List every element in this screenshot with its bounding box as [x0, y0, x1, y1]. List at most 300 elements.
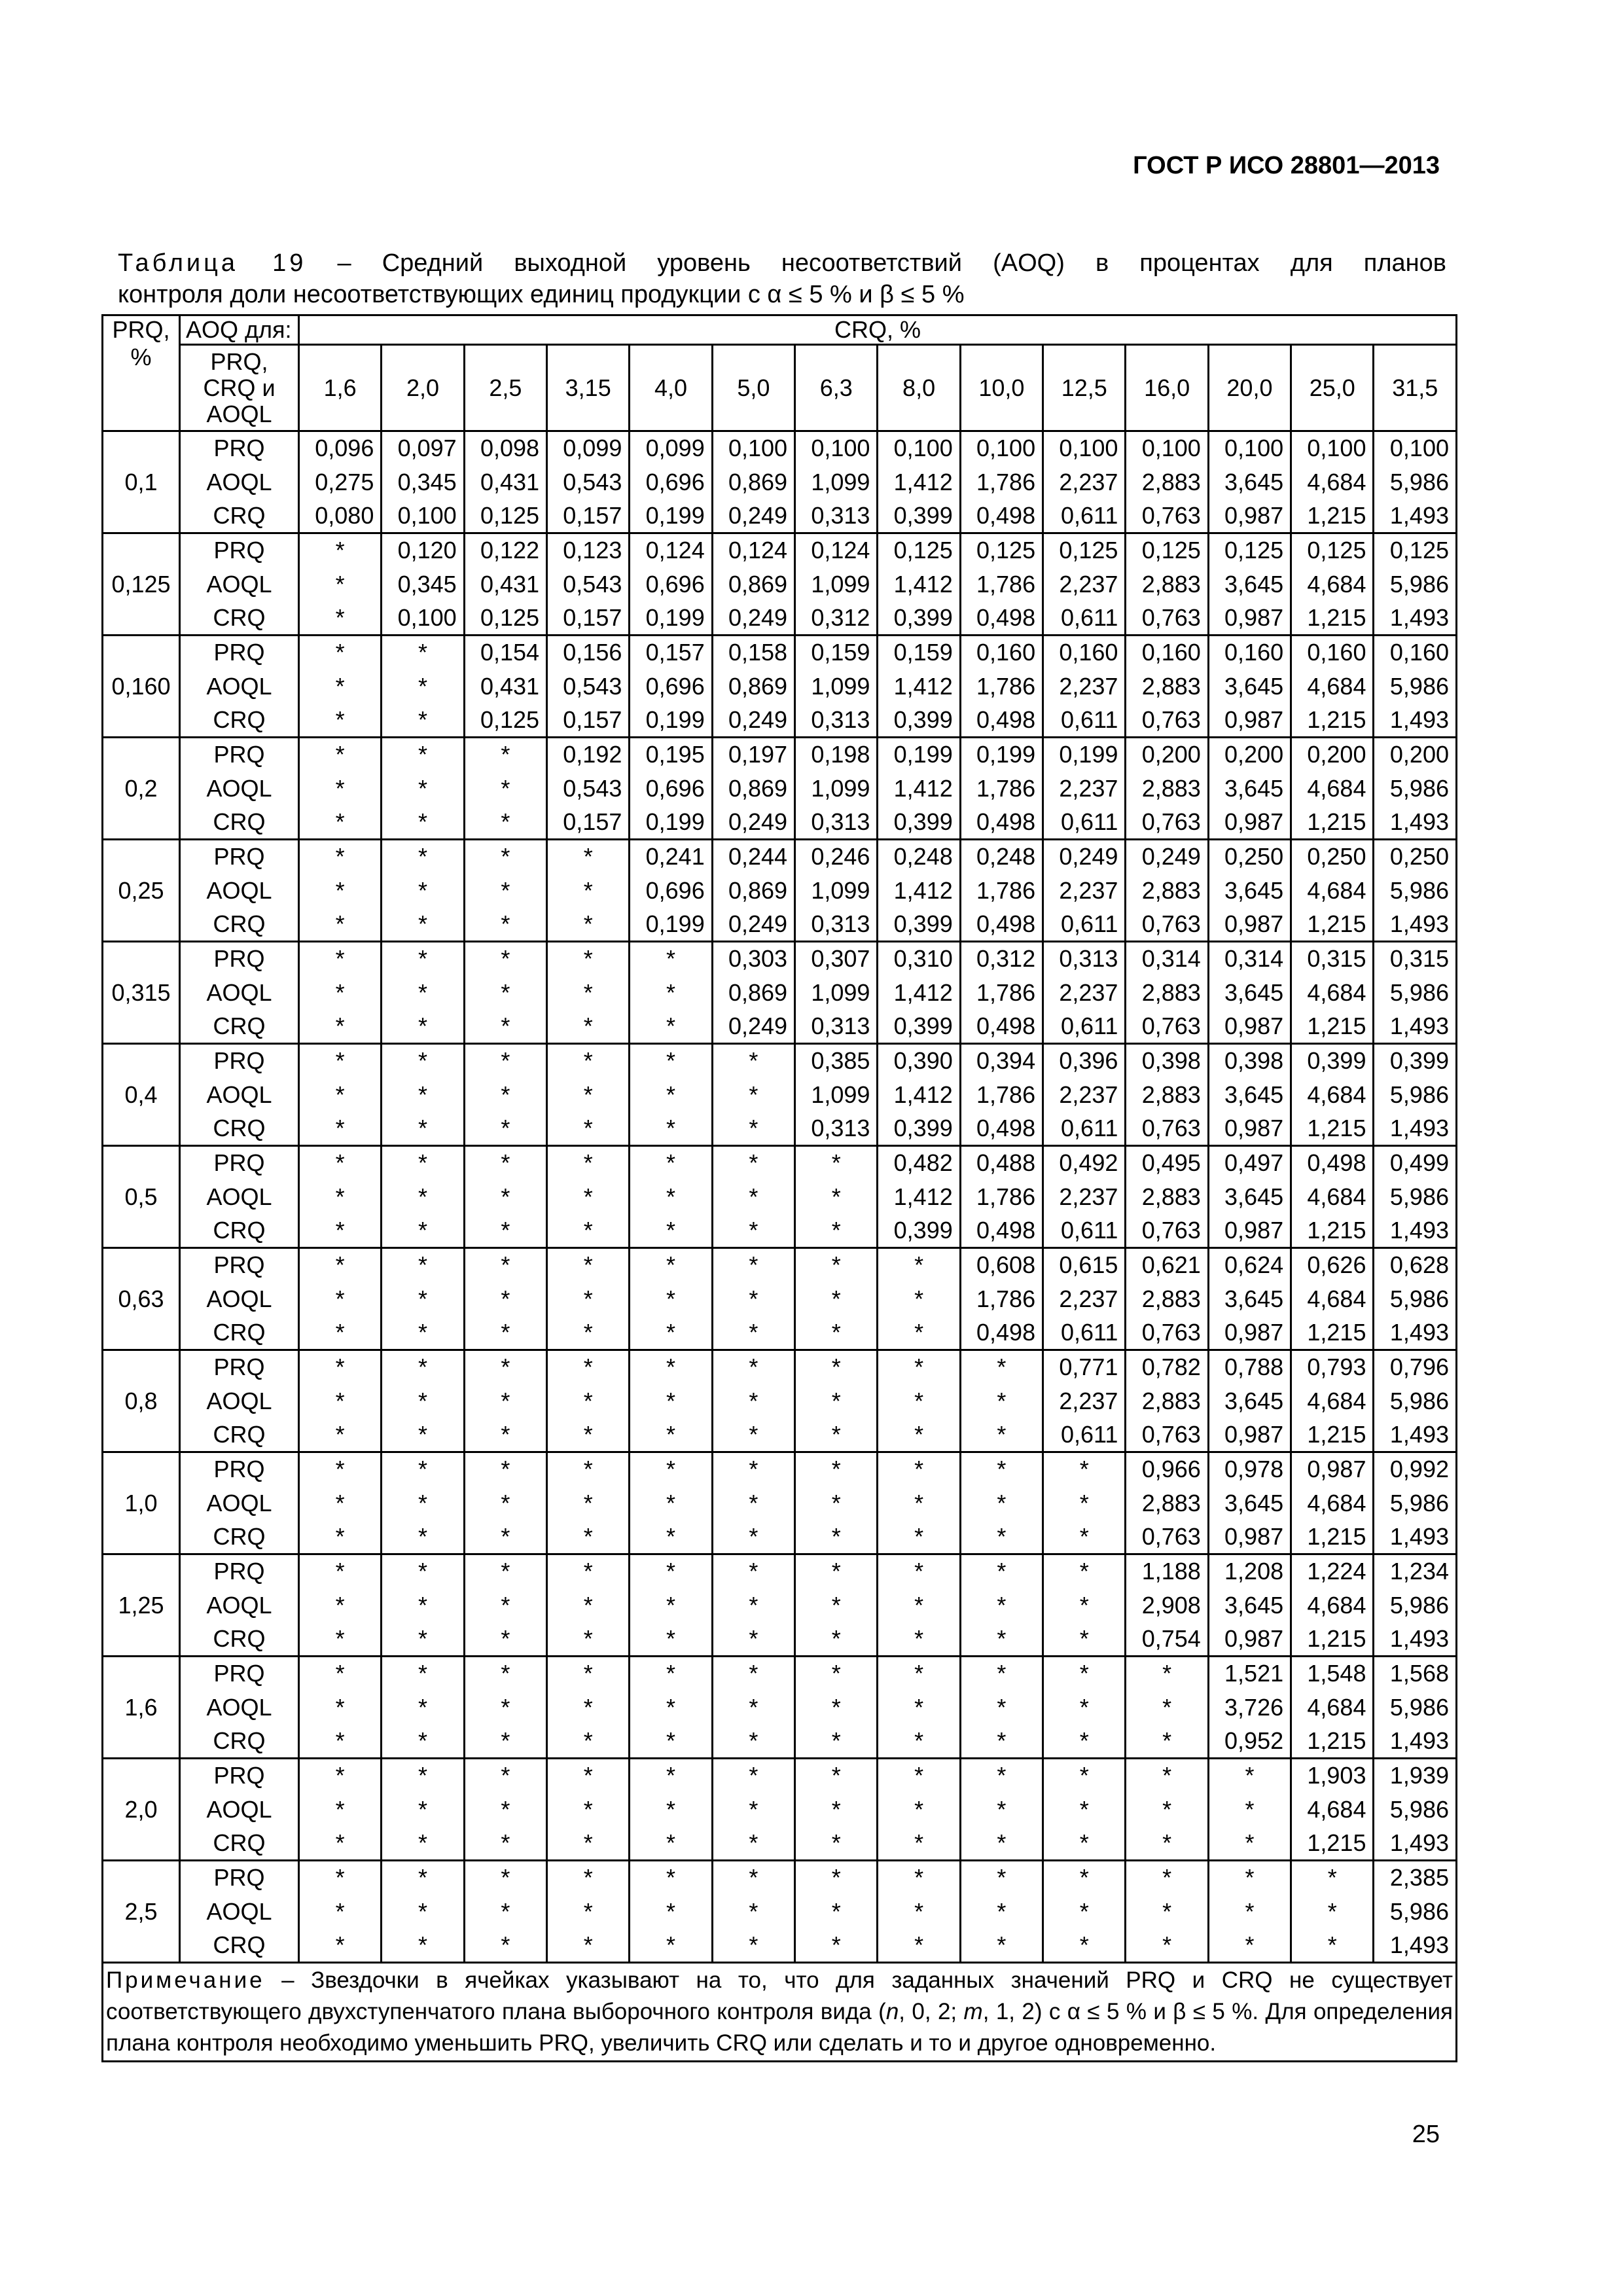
- table-cell: *: [547, 1418, 630, 1452]
- header-row-types: PRQ, CRQ и AOQL: [180, 345, 299, 431]
- table-cell: 0,987: [1208, 908, 1291, 942]
- table-cell: *: [547, 1350, 630, 1384]
- table-cell: 0,992: [1374, 1452, 1457, 1486]
- table-cell: *: [795, 1793, 878, 1827]
- table-cell: *: [299, 1657, 382, 1691]
- table-cell: *: [795, 1657, 878, 1691]
- table-cell: 2,385: [1374, 1861, 1457, 1895]
- table-cell: 0,987: [1208, 1214, 1291, 1248]
- table-cell: *: [547, 1146, 630, 1180]
- table-cell: 1,215: [1291, 1520, 1374, 1554]
- table-cell: *: [1126, 1827, 1208, 1861]
- table-row: [103, 942, 1457, 976]
- table-cell: *: [712, 1554, 794, 1588]
- table-cell: *: [382, 908, 464, 942]
- table-cell: *: [1043, 1486, 1126, 1520]
- table-cell: 0,696: [630, 874, 712, 908]
- table-cell: *: [299, 1554, 382, 1588]
- table-cell: *: [464, 738, 546, 772]
- table-cell: 1,215: [1291, 601, 1374, 636]
- prq-value: 0,315: [103, 942, 180, 1044]
- table-cell: 1,493: [1374, 1827, 1457, 1861]
- table-cell: *: [795, 1520, 878, 1554]
- table-cell: 0,096: [299, 431, 382, 465]
- table-cell: *: [299, 1214, 382, 1248]
- table-cell: 1,786: [960, 1180, 1043, 1214]
- row-type-label: CRQ: [180, 1520, 299, 1554]
- table-cell: *: [630, 1452, 712, 1486]
- table-cell: 5,986: [1374, 874, 1457, 908]
- table-cell: *: [795, 1759, 878, 1793]
- table-cell: 0,611: [1043, 704, 1126, 738]
- table-cell: *: [382, 1146, 464, 1180]
- table-cell: *: [299, 567, 382, 601]
- table-cell: *: [547, 1759, 630, 1793]
- table-cell: *: [1126, 1657, 1208, 1691]
- table-cell: 0,080: [299, 499, 382, 533]
- table-cell: 0,390: [878, 1044, 960, 1078]
- table-cell: 0,543: [547, 772, 630, 806]
- table-cell: 1,412: [878, 874, 960, 908]
- table-cell: 0,987: [1208, 1418, 1291, 1452]
- table-cell: 5,986: [1374, 1588, 1457, 1623]
- table-cell: *: [382, 1691, 464, 1725]
- table-cell: *: [464, 1623, 546, 1657]
- table-cell: *: [382, 1588, 464, 1623]
- table-cell: 0,608: [960, 1248, 1043, 1282]
- note-text-3: , 1, 2) с α ≤ 5 % и β ≤ 5 %. Для определения плана контроля необходимо уменьшить PRQ, увеличить CRQ или сделать и то и другое одновременно.: [106, 1999, 1453, 2056]
- table-cell: 1,215: [1291, 1827, 1374, 1861]
- table-cell: 0,543: [547, 465, 630, 499]
- table-cell: *: [1043, 1657, 1126, 1691]
- row-type-label: PRQ: [180, 1759, 299, 1793]
- table-cell: *: [795, 1691, 878, 1725]
- table-cell: *: [464, 1725, 546, 1759]
- table-cell: 0,313: [795, 704, 878, 738]
- prq-value: 0,8: [103, 1350, 180, 1452]
- table-cell: 0,987: [1208, 1010, 1291, 1044]
- crq-column-header: 1,6: [299, 345, 382, 431]
- table-cell: 0,987: [1208, 704, 1291, 738]
- row-type-label: AOQL: [180, 1384, 299, 1418]
- table-cell: *: [464, 806, 546, 840]
- table-cell: 0,100: [382, 601, 464, 636]
- row-type-label: PRQ: [180, 431, 299, 465]
- table-note: [103, 1963, 1457, 2062]
- table-row: [103, 1623, 1457, 1657]
- table-cell: *: [299, 1759, 382, 1793]
- table-cell: *: [712, 1520, 794, 1554]
- row-type-label: AOQL: [180, 1282, 299, 1316]
- table-cell: 2,883: [1126, 465, 1208, 499]
- table-cell: 0,314: [1126, 942, 1208, 976]
- table-cell: 1,786: [960, 1078, 1043, 1112]
- table-cell: 0,492: [1043, 1146, 1126, 1180]
- table-cell: 0,543: [547, 670, 630, 704]
- table-cell: *: [712, 1929, 794, 1963]
- table-cell: 0,199: [1043, 738, 1126, 772]
- table-cell: *: [630, 1554, 712, 1588]
- table-cell: 5,986: [1374, 1691, 1457, 1725]
- table-cell: 0,611: [1043, 601, 1126, 636]
- table-cell: *: [630, 1146, 712, 1180]
- table-cell: 1,493: [1374, 1725, 1457, 1759]
- table-cell: *: [1126, 1793, 1208, 1827]
- row-type-label: AOQL: [180, 874, 299, 908]
- table-cell: *: [795, 1554, 878, 1588]
- table-cell: *: [547, 1588, 630, 1623]
- table-cell: 0,125: [1374, 533, 1457, 567]
- table-cell: 1,493: [1374, 1623, 1457, 1657]
- table-cell: 0,158: [712, 636, 794, 670]
- table-cell: 5,986: [1374, 1793, 1457, 1827]
- table-cell: *: [464, 1214, 546, 1248]
- table-cell: *: [795, 1588, 878, 1623]
- table-cell: 1,215: [1291, 1214, 1374, 1248]
- table-cell: 0,249: [1126, 840, 1208, 874]
- table-cell: *: [464, 1861, 546, 1895]
- table-cell: 0,952: [1208, 1725, 1291, 1759]
- table-cell: *: [1043, 1759, 1126, 1793]
- table-cell: 2,237: [1043, 465, 1126, 499]
- table-cell: 0,250: [1374, 840, 1457, 874]
- table-cell: *: [547, 1520, 630, 1554]
- table-cell: 0,399: [878, 601, 960, 636]
- table-cell: *: [547, 1623, 630, 1657]
- table-cell: *: [1126, 1895, 1208, 1929]
- table-cell: *: [299, 1384, 382, 1418]
- table-cell: *: [960, 1895, 1043, 1929]
- table-cell: *: [960, 1929, 1043, 1963]
- table-cell: *: [878, 1691, 960, 1725]
- table-cell: *: [299, 1418, 382, 1452]
- table-cell: 1,493: [1374, 499, 1457, 533]
- table-cell: 0,788: [1208, 1350, 1291, 1384]
- table-cell: *: [382, 772, 464, 806]
- table-cell: *: [464, 1657, 546, 1691]
- table-cell: 0,154: [464, 636, 546, 670]
- table-cell: 0,200: [1208, 738, 1291, 772]
- table-cell: 0,125: [1043, 533, 1126, 567]
- table-cell: *: [1291, 1929, 1374, 1963]
- table-cell: 3,645: [1208, 1282, 1291, 1316]
- table-cell: *: [464, 1554, 546, 1588]
- note-label: Примечание: [106, 1967, 265, 1993]
- table-cell: *: [299, 1929, 382, 1963]
- table-cell: *: [464, 1282, 546, 1316]
- table-row: [103, 1180, 1457, 1214]
- table-cell: *: [712, 1793, 794, 1827]
- table-cell: *: [878, 1452, 960, 1486]
- table-cell: 0,198: [795, 738, 878, 772]
- table-cell: 0,244: [712, 840, 794, 874]
- table-cell: 0,345: [382, 465, 464, 499]
- table-cell: *: [712, 1725, 794, 1759]
- table-cell: 4,684: [1291, 1793, 1374, 1827]
- table-cell: *: [299, 1248, 382, 1282]
- table-cell: *: [630, 1180, 712, 1214]
- prq-value: 0,125: [103, 533, 180, 636]
- table-row: [103, 1146, 1457, 1180]
- table-cell: *: [299, 636, 382, 670]
- table-cell: 0,199: [960, 738, 1043, 772]
- table-cell: *: [547, 874, 630, 908]
- table-cell: 0,398: [1126, 1044, 1208, 1078]
- table-cell: 1,786: [960, 976, 1043, 1010]
- table-cell: 1,786: [960, 670, 1043, 704]
- table-cell: *: [1208, 1861, 1291, 1895]
- table-cell: *: [878, 1316, 960, 1350]
- table-cell: *: [547, 1112, 630, 1146]
- prq-value: 0,1: [103, 431, 180, 533]
- table-row: [103, 1418, 1457, 1452]
- table-cell: 0,396: [1043, 1044, 1126, 1078]
- table-cell: *: [1043, 1725, 1126, 1759]
- table-cell: 4,684: [1291, 772, 1374, 806]
- table-cell: *: [299, 908, 382, 942]
- table-cell: *: [547, 942, 630, 976]
- table-cell: 0,249: [712, 704, 794, 738]
- table-cell: 0,313: [795, 908, 878, 942]
- table-cell: 0,869: [712, 976, 794, 1010]
- table-cell: *: [960, 1418, 1043, 1452]
- table-cell: 0,100: [1043, 431, 1126, 465]
- table-cell: *: [299, 1044, 382, 1078]
- table-cell: *: [630, 1044, 712, 1078]
- table-cell: 2,237: [1043, 670, 1126, 704]
- table-cell: 4,684: [1291, 874, 1374, 908]
- table-cell: *: [299, 1588, 382, 1623]
- table-cell: 2,237: [1043, 1282, 1126, 1316]
- table-caption-label: Таблица 19: [118, 249, 307, 277]
- crq-column-header: 2,0: [382, 345, 464, 431]
- table-cell: 3,645: [1208, 465, 1291, 499]
- table-cell: 0,615: [1043, 1248, 1126, 1282]
- table-cell: 0,763: [1126, 704, 1208, 738]
- table-cell: *: [630, 1112, 712, 1146]
- table-row: [103, 1588, 1457, 1623]
- table-cell: *: [712, 1486, 794, 1520]
- table-cell: 0,793: [1291, 1350, 1374, 1384]
- table-cell: *: [464, 1929, 546, 1963]
- table-row: [103, 1078, 1457, 1112]
- table-row: [103, 1214, 1457, 1248]
- table-cell: *: [878, 1793, 960, 1827]
- header-prq: PRQ, %: [103, 315, 180, 431]
- table-cell: *: [382, 1078, 464, 1112]
- table-cell: 0,399: [878, 908, 960, 942]
- table-cell: *: [382, 1384, 464, 1418]
- table-cell: *: [547, 1793, 630, 1827]
- row-type-label: PRQ: [180, 1248, 299, 1282]
- table-cell: 0,199: [878, 738, 960, 772]
- prq-value: 0,2: [103, 738, 180, 840]
- table-cell: 3,645: [1208, 1078, 1291, 1112]
- table-row: [103, 738, 1457, 772]
- table-cell: *: [630, 1793, 712, 1827]
- table-cell: *: [299, 772, 382, 806]
- table-cell: *: [1043, 1691, 1126, 1725]
- table-cell: *: [299, 976, 382, 1010]
- table-cell: *: [712, 1282, 794, 1316]
- table-cell: *: [1208, 1793, 1291, 1827]
- row-type-label: PRQ: [180, 738, 299, 772]
- table-cell: *: [299, 1861, 382, 1895]
- table-cell: *: [299, 1282, 382, 1316]
- table-cell: *: [382, 738, 464, 772]
- table-cell: 0,763: [1126, 806, 1208, 840]
- row-type-label: PRQ: [180, 1452, 299, 1486]
- table-cell: *: [960, 1793, 1043, 1827]
- table-cell: *: [547, 1725, 630, 1759]
- table-cell: *: [1291, 1861, 1374, 1895]
- table-cell: 0,399: [1374, 1044, 1457, 1078]
- table-cell: 1,188: [1126, 1554, 1208, 1588]
- table-cell: 0,498: [960, 1010, 1043, 1044]
- table-cell: *: [712, 1350, 794, 1384]
- table-cell: *: [795, 1861, 878, 1895]
- table-cell: *: [382, 1214, 464, 1248]
- table-cell: 4,684: [1291, 465, 1374, 499]
- table-cell: 0,869: [712, 465, 794, 499]
- row-type-label: CRQ: [180, 1623, 299, 1657]
- table-cell: 0,987: [1208, 499, 1291, 533]
- row-type-label: AOQL: [180, 1895, 299, 1929]
- table-row: [103, 567, 1457, 601]
- table-cell: *: [795, 1623, 878, 1657]
- table-cell: *: [547, 1452, 630, 1486]
- table-cell: *: [960, 1827, 1043, 1861]
- table-cell: *: [382, 874, 464, 908]
- table-cell: *: [630, 1759, 712, 1793]
- table-cell: 3,645: [1208, 1384, 1291, 1418]
- table-cell: 3,645: [1208, 976, 1291, 1010]
- table-cell: 0,624: [1208, 1248, 1291, 1282]
- table-cell: 0,626: [1291, 1248, 1374, 1282]
- table-cell: 0,249: [712, 499, 794, 533]
- table-cell: 0,307: [795, 942, 878, 976]
- table-cell: *: [630, 1691, 712, 1725]
- table-row: [103, 976, 1457, 1010]
- table-cell: 5,986: [1374, 567, 1457, 601]
- table-cell: 0,122: [464, 533, 546, 567]
- table-cell: *: [382, 1282, 464, 1316]
- table-cell: *: [878, 1554, 960, 1588]
- table-cell: *: [960, 1623, 1043, 1657]
- table-cell: *: [878, 1725, 960, 1759]
- table-cell: *: [547, 908, 630, 942]
- table-cell: *: [299, 1112, 382, 1146]
- table-cell: *: [630, 1384, 712, 1418]
- table-row: [103, 1248, 1457, 1282]
- table-cell: 0,315: [1374, 942, 1457, 976]
- row-type-label: AOQL: [180, 976, 299, 1010]
- table-cell: 5,986: [1374, 772, 1457, 806]
- row-type-label: AOQL: [180, 772, 299, 806]
- table-cell: 0,498: [960, 1316, 1043, 1350]
- table-cell: 4,684: [1291, 1384, 1374, 1418]
- table-cell: 1,493: [1374, 704, 1457, 738]
- table-cell: 0,125: [464, 601, 546, 636]
- table-cell: 0,248: [878, 840, 960, 874]
- table-cell: *: [299, 1623, 382, 1657]
- table-cell: 0,696: [630, 772, 712, 806]
- table-cell: *: [299, 874, 382, 908]
- crq-column-header: 10,0: [960, 345, 1043, 431]
- table-cell: *: [382, 1520, 464, 1554]
- table-cell: *: [712, 1827, 794, 1861]
- table-cell: *: [464, 1010, 546, 1044]
- table-cell: 0,097: [382, 431, 464, 465]
- table-cell: *: [630, 1248, 712, 1282]
- table-cell: 0,763: [1126, 1214, 1208, 1248]
- table-cell: 4,684: [1291, 1078, 1374, 1112]
- table-cell: 4,684: [1291, 1180, 1374, 1214]
- table-cell: *: [382, 670, 464, 704]
- row-type-label: CRQ: [180, 1010, 299, 1044]
- table-cell: *: [630, 1861, 712, 1895]
- table-cell: 2,237: [1043, 874, 1126, 908]
- table-cell: *: [382, 1180, 464, 1214]
- row-type-label: AOQL: [180, 670, 299, 704]
- row-type-label: CRQ: [180, 1929, 299, 1963]
- table-row: [103, 499, 1457, 533]
- table-cell: *: [464, 1350, 546, 1384]
- table-cell: 0,100: [878, 431, 960, 465]
- table-row: [103, 772, 1457, 806]
- table-cell: *: [464, 908, 546, 942]
- table-cell: 1,412: [878, 772, 960, 806]
- table-cell: 0,495: [1126, 1146, 1208, 1180]
- table-cell: *: [960, 1452, 1043, 1486]
- table-cell: 0,498: [960, 806, 1043, 840]
- table-cell: *: [630, 942, 712, 976]
- crq-column-header: 3,15: [547, 345, 630, 431]
- table-cell: 1,215: [1291, 908, 1374, 942]
- table-cell: 0,987: [1208, 1316, 1291, 1350]
- table-cell: *: [878, 1623, 960, 1657]
- table-cell: 2,883: [1126, 670, 1208, 704]
- table-cell: *: [299, 1316, 382, 1350]
- table-cell: 0,315: [1291, 942, 1374, 976]
- table-cell: *: [878, 1418, 960, 1452]
- table-cell: 0,611: [1043, 499, 1126, 533]
- table-row: [103, 1929, 1457, 1963]
- table-cell: *: [712, 1384, 794, 1418]
- row-type-label: CRQ: [180, 908, 299, 942]
- table-cell: 0,160: [960, 636, 1043, 670]
- table-cell: 2,908: [1126, 1588, 1208, 1623]
- prq-value: 0,160: [103, 636, 180, 738]
- table-cell: *: [299, 1078, 382, 1112]
- table-cell: *: [712, 1044, 794, 1078]
- table-cell: 1,412: [878, 465, 960, 499]
- table-cell: 1,786: [960, 567, 1043, 601]
- table-cell: 1,568: [1374, 1657, 1457, 1691]
- table-cell: *: [712, 1588, 794, 1623]
- table-cell: 4,684: [1291, 1282, 1374, 1316]
- table-cell: 0,763: [1126, 1418, 1208, 1452]
- row-type-label: AOQL: [180, 567, 299, 601]
- row-type-label: AOQL: [180, 1588, 299, 1623]
- table-cell: 0,628: [1374, 1248, 1457, 1282]
- table-cell: 3,645: [1208, 567, 1291, 601]
- row-type-label: CRQ: [180, 601, 299, 636]
- table-cell: *: [382, 1418, 464, 1452]
- table-cell: *: [630, 1657, 712, 1691]
- table-cell: 1,215: [1291, 1418, 1374, 1452]
- table-cell: *: [547, 1214, 630, 1248]
